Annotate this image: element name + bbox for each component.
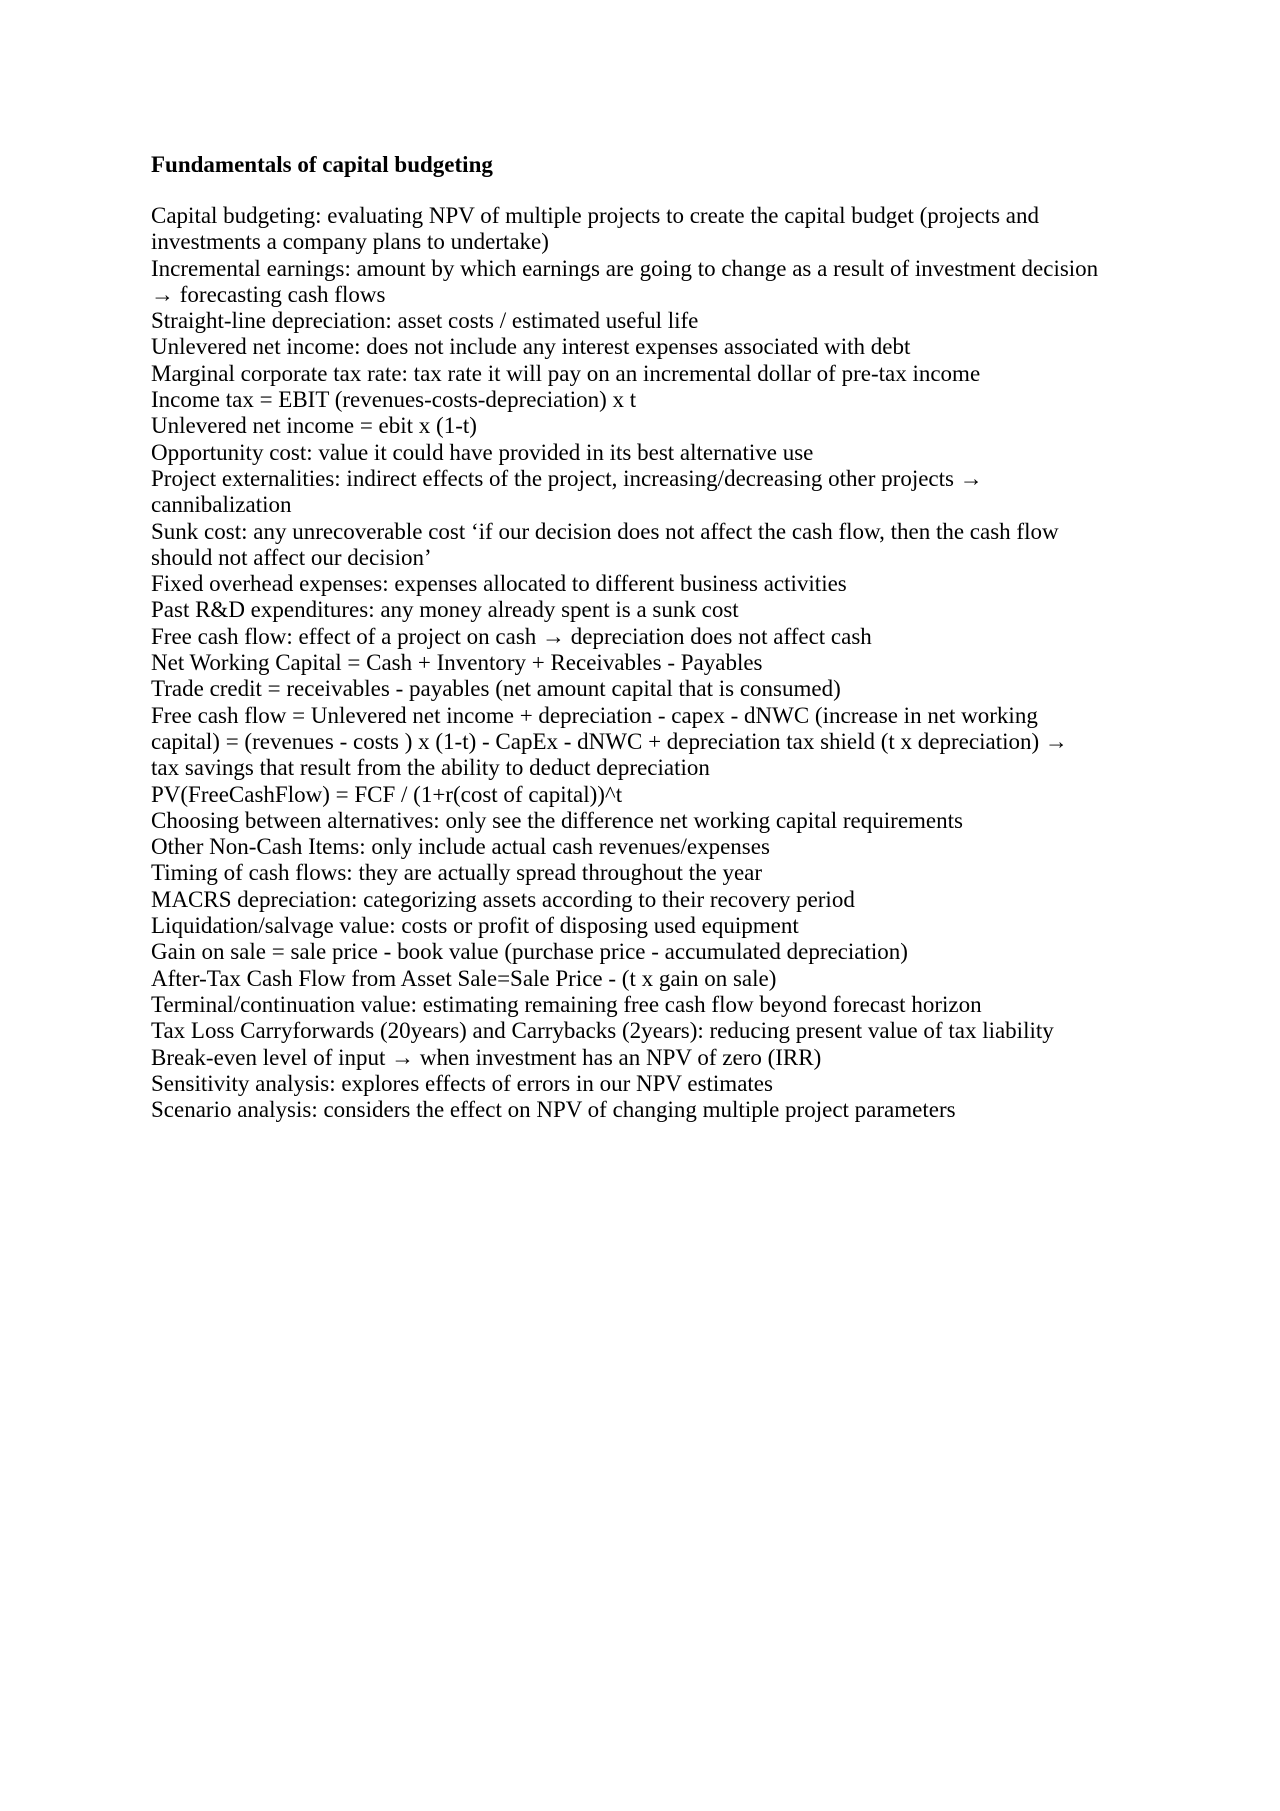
text-line: Past R&D expenditures: any money already spent is a sunk cost (151, 597, 739, 623)
text-line: Fixed overhead expenses: expenses allocated to different business activities (151, 571, 847, 597)
text-line: Unlevered net income = ebit x (1-t) (151, 413, 477, 439)
text-line: cannibalization (151, 492, 292, 518)
text-line: MACRS depreciation: categorizing assets according to their recovery period (151, 886, 855, 912)
text-line: Opportunity cost: value it could have provided in its best alternative use (151, 439, 814, 465)
text-line: Marginal corporate tax rate: tax rate it will pay on an incremental dollar of pre-tax income (151, 360, 981, 386)
text-line: Free cash flow: effect of a project on cash → depreciation does not affect cash (151, 623, 872, 649)
document-title: Fundamentals of capital budgeting (151, 152, 493, 177)
text-line: Incremental earnings: amount by which earnings are going to change as a result of investment decision (151, 255, 1099, 281)
text-line: Other Non-Cash Items: only include actual cash revenues/expenses (151, 834, 770, 860)
text-line: Unlevered net income: does not include any interest expenses associated with debt (151, 334, 911, 360)
text-line: Income tax = EBIT (revenues-costs-depreciation) x t (151, 387, 637, 413)
text-line: Net Working Capital = Cash + Inventory + Receivables - Payables (151, 650, 763, 676)
text-line: should not affect our decision’ (151, 544, 432, 570)
text-line: Sunk cost: any unrecoverable cost ‘if our decision does not affect the cash flow, then the cash flow (151, 518, 1059, 544)
text-line: tax savings that result from the ability to deduct depreciation (151, 755, 710, 781)
text-line: Project externalities: indirect effects of the project, increasing/decreasing other projects → (151, 465, 983, 491)
text-lines (151, 203, 1141, 1123)
text-line: Break-even level of input → when investment has an NPV of zero (IRR) (151, 1044, 822, 1070)
text-line: PV(FreeCashFlow) = FCF / (1+r(cost of capital))^t (151, 781, 623, 807)
text-line: Gain on sale = sale price - book value (purchase price - accumulated depreciation) (151, 939, 908, 965)
text-line: capital) = (revenues - costs ) x (1-t) - CapEx - dNWC + depreciation tax shield (t x depreciation) → (151, 728, 1068, 754)
text-line: Free cash flow = Unlevered net income + depreciation - capex - dNWC (increase in net working (151, 702, 1038, 728)
text-line: Terminal/continuation value: estimating remaining free cash flow beyond forecast horizon (151, 991, 982, 1017)
text-line: Sensitivity analysis: explores effects of errors in our NPV estimates (151, 1070, 773, 1096)
text-line: → forecasting cash flows (151, 281, 386, 307)
text-line: Choosing between alternatives: only see the difference net working capital requirements (151, 807, 963, 833)
text-line: Capital budgeting: evaluating NPV of multiple projects to create the capital budget (projects and (151, 203, 1040, 228)
text-line: Timing of cash flows: they are actually spread throughout the year (151, 860, 763, 886)
document-body (151, 149, 1141, 1123)
text-line: After-Tax Cash Flow from Asset Sale=Sale Price - (t x gain on sale) (151, 965, 777, 991)
text-line: investments a company plans to undertake) (151, 229, 549, 255)
text-line: Tax Loss Carryforwards (20years) and Carrybacks (2years): reducing present value of tax liability (151, 1018, 1054, 1044)
text-line: Trade credit = receivables - payables (net amount capital that is consumed) (151, 676, 841, 702)
text-line: Straight-line depreciation: asset costs / estimated useful life (151, 308, 699, 334)
text-line: Liquidation/salvage value: costs or profit of disposing used equipment (151, 913, 799, 939)
text-line: Scenario analysis: considers the effect on NPV of changing multiple project parameters (151, 1097, 956, 1123)
